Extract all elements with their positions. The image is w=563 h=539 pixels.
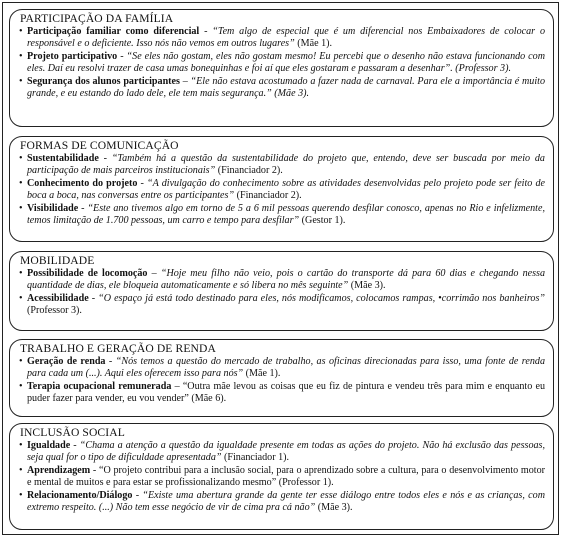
item-quote: “Ele não estava acostumado a fazer nada de carnaval. Para ele a importância é muito grande, e eu estando do lado dele, ele tem mais segurança.” (Mãe 3). [27, 76, 546, 99]
bullet: • [19, 178, 23, 190]
list-item [20, 490, 545, 513]
item-source: (Professor 3). [27, 304, 82, 316]
item-quote: “Existe uma abertura grande da gente ter esse diálogo entre todos eles e nós e as crianças, com extremo respeito. (...) Não tem esse negócio de vir de cima pra cá não” [27, 490, 545, 513]
list-item [20, 293, 545, 316]
bullet: • [19, 153, 23, 164]
item-dash: - [88, 293, 99, 305]
item-source: (Mãe 1). [294, 37, 333, 49]
item-dash: – [179, 76, 191, 88]
item-dash: - [117, 51, 127, 63]
item-topic: Terapia ocupacional remunerada [27, 381, 172, 393]
item-quote: “Este ano tivemos algo em torno de 5 a 6 mil pessoas querendo desfilar conosco, apenas no Rio e infelizmente, temos limitação de 1.700 pessoas, um carro e tempo para desfilar” [27, 203, 545, 226]
list-item [20, 153, 545, 176]
item-topic: Visibilidade [27, 203, 79, 215]
list-item [20, 268, 545, 291]
section-title: FORMAS DE COMUNICAÇÃO [20, 139, 179, 152]
list-item [20, 465, 545, 488]
item-source: (Mãe 1). [243, 367, 281, 379]
list-item [20, 26, 545, 49]
item-source: (Financiador 2). [215, 164, 283, 176]
bullet: • [19, 356, 23, 367]
bullet: • [19, 76, 23, 88]
item-dash: - [78, 203, 88, 215]
item-topic: Aprendizagem [27, 465, 91, 477]
item-quote: “O espaço já está todo destinado para eles, nós modificamos, colocamos rampas, •corrimão nos banheiros” [98, 293, 545, 305]
item-source: (Financiador 2). [234, 189, 302, 201]
item-dash: - [90, 465, 99, 477]
item-topic: Igualdade [27, 440, 71, 451]
bullet: • [19, 203, 23, 215]
item-source: “Outra mãe levou as coisas que eu fiz de pintura e vendeu três para mim e enquanto eu puder fazer para vender, eu vou vender” (Mãe 6). [27, 381, 545, 404]
item-dash: – [171, 381, 183, 393]
section-formas-comunicacao [9, 136, 554, 242]
section-title: PARTICIPAÇÃO DA FAMÍLIA [20, 12, 174, 25]
section-inclusao-social [9, 423, 554, 530]
item-topic: Relacionamento/Diálogo [27, 490, 133, 502]
item-dash: - [105, 356, 116, 367]
item-quote: “Chama a atenção a questão da igualdade presente em todas as ações do projeto. Não há exclusão das pessoas, seja qual for o tipo de dificuldade apresentada” [27, 440, 545, 463]
item-dash: - [199, 26, 213, 37]
item-quote: “Também há a questão da sustentabilidade do projeto que, entendo, deve ser buscada por meio da participação de mais parceiros institucionais” [27, 153, 545, 176]
item-topic: Projeto participativo [27, 51, 118, 63]
item-dash: - [132, 490, 143, 502]
item-quote: “Tem algo de especial que é um diferencial nos Embaixadores de colocar o responsável e o deficiente. Isso nós não vemos em outros lugares” [27, 26, 545, 49]
item-dash: - [70, 440, 80, 451]
section-title: INCLUSÃO SOCIAL [20, 426, 125, 439]
item-topic: Possibilidade de locomoção [27, 268, 148, 279]
item-quote: “Nós temos a questão do mercado de trabalho, as oficinas direcionadas para isso, uma fonte de renda para cada um (...). Aqui eles oferecem isso para nós” [27, 356, 545, 379]
bullet: • [19, 490, 23, 502]
bullet: • [19, 293, 23, 305]
item-topic: Segurança dos alunos participantes [27, 76, 180, 88]
list-item [20, 76, 545, 99]
item-source: (Gestor 1). [299, 214, 346, 226]
section-participacao-familia [9, 9, 554, 127]
item-topic: Conhecimento do projeto [27, 178, 138, 190]
item-source: “O projeto contribui para a inclusão social, para o aprendizado sobre a cultura, para o desenvolvimento motor e mental de muitos e para estar se profissionalizando mesmo” (Professor 1). [27, 465, 545, 488]
item-quote: “Hoje meu filho não veio, pois o cartão do transporte dá para 60 dias e chegando nessa quantidade de dias, ele bloqueia automaticamente e só libera no mês seguinte” [27, 268, 546, 291]
bullet: • [19, 268, 23, 279]
list-item [20, 178, 545, 201]
item-source: (Financiador 1). [221, 451, 290, 463]
item-quote: “Se eles não gostam, eles não gostam mesmo! Eu percebi que o desenho não estava funcionando com eles. Daí eu resolvi trazer de casa umas bonequinhas e foi aí que eles gostaram e passaram a desenhar”. (Professor 3). [27, 51, 545, 74]
item-source: (Mãe 3). [348, 279, 386, 291]
section-mobilidade [9, 251, 554, 331]
item-topic: Sustentabilidade [27, 153, 99, 164]
list-item [20, 203, 545, 226]
list-item [20, 381, 545, 404]
item-topic: Acessibilidade [27, 293, 89, 305]
item-topic: Participação familiar como diferencial [27, 26, 200, 37]
section-trabalho-renda [9, 339, 554, 417]
bullet: • [19, 26, 23, 37]
item-dash: - [98, 153, 112, 164]
section-title: TRABALHO E GERAÇÃO DE RENDA [20, 342, 216, 355]
bullet: • [19, 440, 23, 451]
item-quote: “A divulgação do conhecimento sobre as atividades desenvolvidas pelo projeto pode ser feito de boca a boca, nas conversas entre os participantes” [27, 178, 545, 201]
bullet: • [19, 51, 23, 63]
item-source: (Mãe 3). [315, 501, 353, 513]
item-dash: – [147, 268, 161, 279]
section-title: MOBILIDADE [20, 254, 95, 267]
bullet: • [19, 381, 23, 393]
item-topic: Geração de renda [27, 356, 106, 367]
item-dash: - [137, 178, 147, 190]
list-item [20, 440, 545, 463]
list-item [20, 356, 545, 379]
bullet: • [19, 465, 23, 477]
list-item [20, 51, 545, 74]
